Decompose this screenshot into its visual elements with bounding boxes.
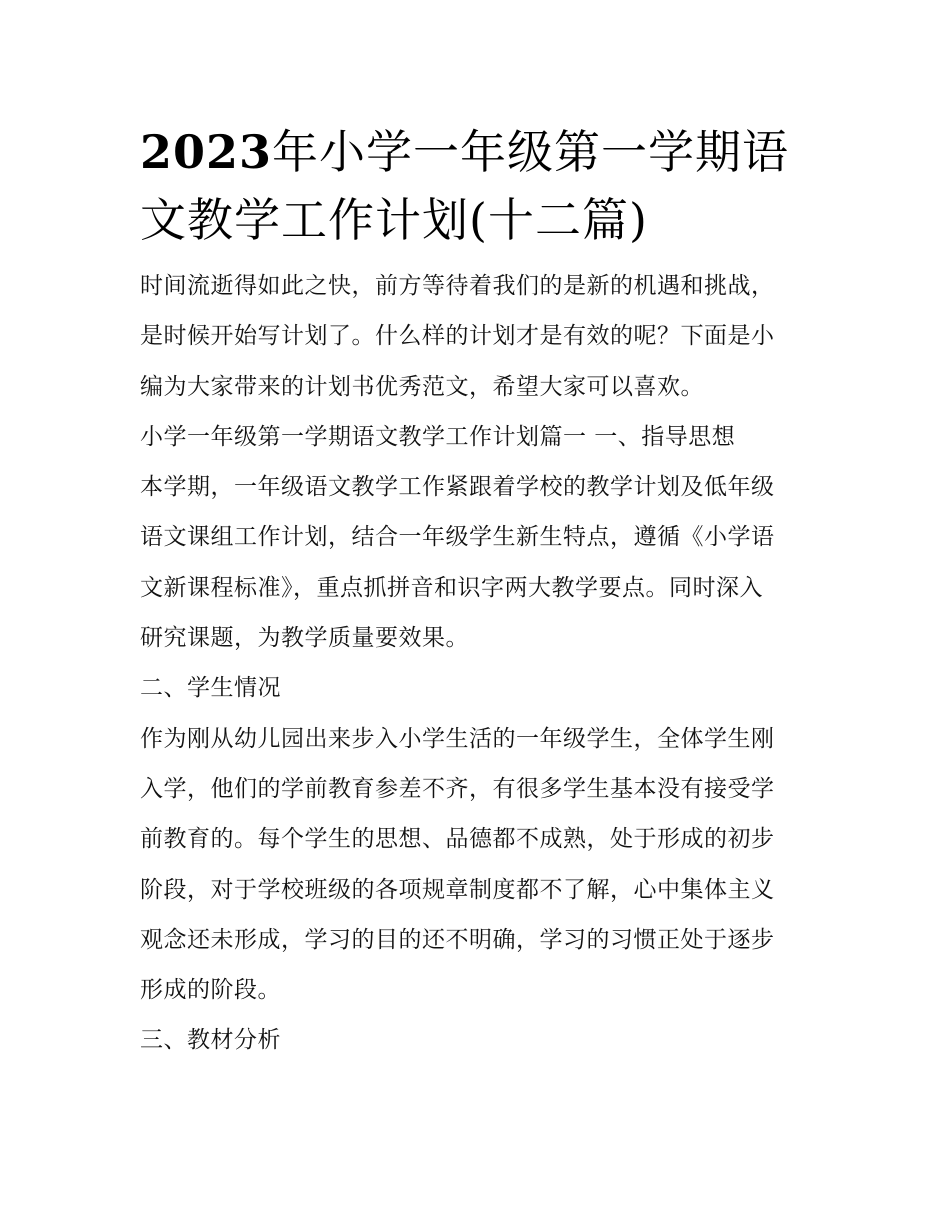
body-line: 编为大家带来的计划书优秀范文，希望大家可以喜欢。 [140, 373, 704, 400]
body-line: 观念还未形成，学习的目的还不明确，学习的习惯正处于逐步 [140, 926, 775, 953]
body-line: 时间流逝得如此之快，前方等待着我们的是新的机遇和挑战， [140, 273, 775, 299]
body-line: 形成的阶段。 [140, 977, 281, 1004]
section-heading-2: 二、学生情况 [140, 675, 281, 702]
body-line: 是时候开始写计划了。什么样的计划才是有效的呢？下面是小 [140, 323, 775, 350]
body-line: 前教育的。每个学生的思想、品德都不成熟，处于形成的初步 [140, 826, 775, 853]
title-line1-text: 年小学一年级第一学期语 [272, 125, 790, 179]
title-year: 2023 [140, 125, 273, 179]
section-heading-3: 三、教材分析 [140, 1027, 281, 1054]
body-line: 入学，他们的学前教育参差不齐，有很多学生基本没有接受学 [140, 775, 775, 802]
body-line: 文新课程标准》，重点抓拼音和识字两大教学要点。同时深入 [140, 574, 763, 601]
body-line: 阶段，对于学校班级的各项规章制度都不了解，心中集体主义 [140, 876, 775, 903]
body-line: 本学期，一年级语文教学工作紧跟着学校的教学计划及低年级 [140, 474, 775, 501]
section-heading-1: 小学一年级第一学期语文教学工作计划篇一 一、指导思想 [140, 423, 736, 450]
document-body [140, 274, 812, 1053]
document-page [140, 118, 812, 1053]
title-line2-text: 文教学工作计划(十二篇) [140, 193, 648, 247]
body-line: 语文课组工作计划，结合一年级学生新生特点，遵循《小学语 [140, 524, 775, 551]
body-line: 作为刚从幼儿园出来步入小学生活的一年级学生，全体学生刚 [140, 725, 775, 752]
document-title [140, 118, 812, 254]
body-line: 研究课题，为教学质量要效果。 [140, 625, 469, 652]
